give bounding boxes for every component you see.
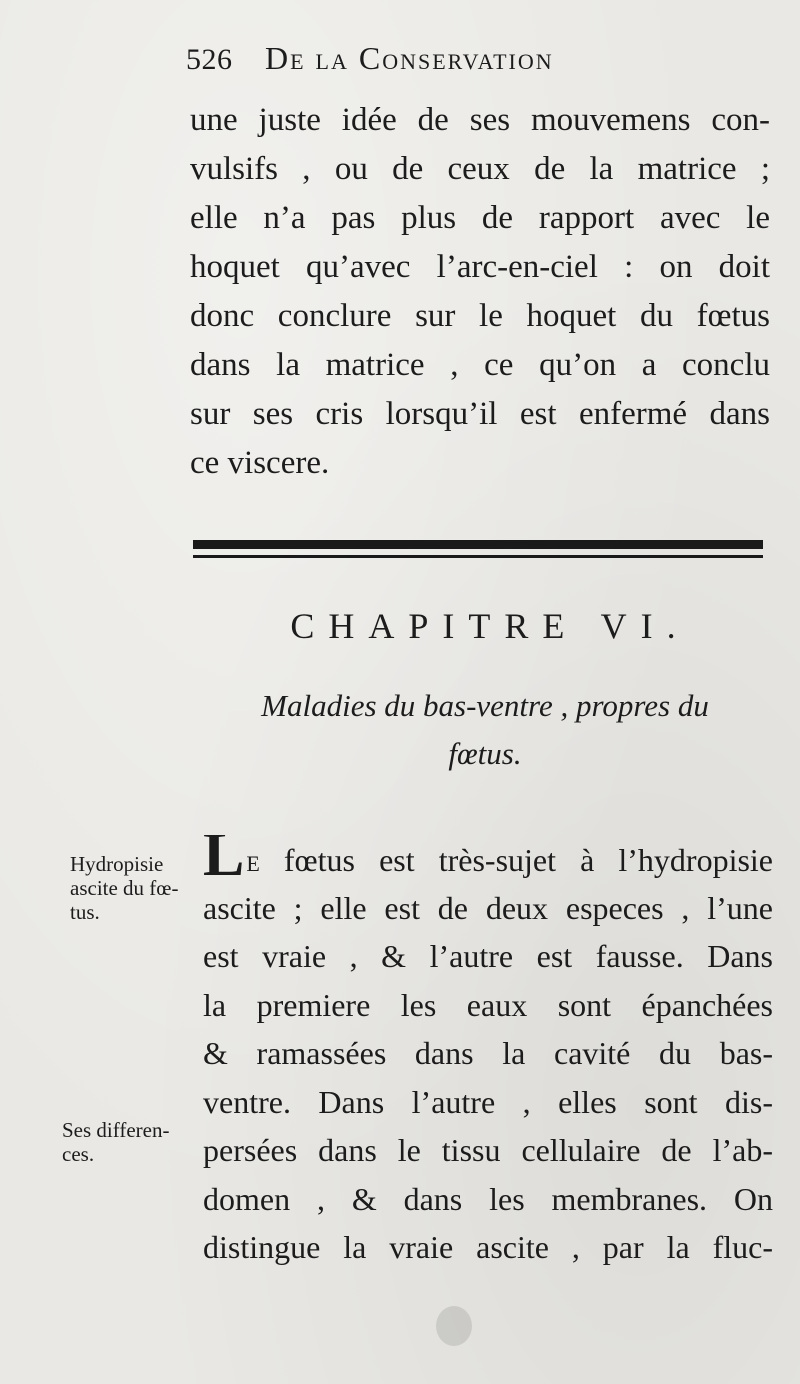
subtitle-line: fœtus. xyxy=(448,736,522,771)
first-line-text: fœtus est très-sujet à l’hydropisie xyxy=(283,842,773,878)
marginal-note-hydropisie xyxy=(70,852,178,924)
page-number: 526 xyxy=(186,43,233,76)
text-line: une juste idée de ses mouvemens con- xyxy=(190,102,770,138)
drop-cap-continuation: e xyxy=(246,842,260,878)
text-line: & ramassées dans la cavité du bas- xyxy=(203,1035,773,1071)
paper-stain xyxy=(436,1306,472,1346)
marginal-note-differences xyxy=(62,1118,170,1166)
running-title: De la Conservation xyxy=(265,40,554,76)
marginal-line: Ses differen- xyxy=(62,1118,170,1142)
subtitle-line: Maladies du bas-ventre , propres du xyxy=(261,688,709,723)
text-line: ventre. Dans l’autre , elles sont dis- xyxy=(203,1083,773,1120)
text-line: distingue la vraie ascite , par la fluc- xyxy=(203,1229,773,1265)
text-line: ascite ; elle est de deux especes , l’une xyxy=(203,889,773,926)
marginal-line: ascite du fœ- xyxy=(70,876,179,900)
drop-cap: L xyxy=(203,835,245,884)
text-line: donc conclure sur le hoquet du fœtus xyxy=(190,298,770,334)
chapter-title: CHAPITRE VI. xyxy=(290,606,690,646)
chapter-subtitle xyxy=(200,682,770,778)
text-line: dans la matrice , ce qu’on a conclu xyxy=(190,347,770,383)
chapter-divider-rule xyxy=(193,538,763,564)
text-line: hoquet qu’avec l’arc-en-ciel : on doit xyxy=(190,249,770,285)
marginal-line: tus. xyxy=(70,900,100,924)
text-line: domen , & dans les membranes. On xyxy=(203,1180,773,1217)
running-head xyxy=(186,40,776,92)
text-line: persées dans le tissu cellulaire de l’ab- xyxy=(203,1132,773,1168)
text-line: ce viscere. xyxy=(190,445,330,481)
text-line: elle n’a pas plus de rapport avec le xyxy=(190,200,770,236)
text-line: sur ses cris lorsqu’il est enfermé dans xyxy=(190,396,770,432)
marginal-line: ces. xyxy=(62,1142,95,1166)
text-line: vulsifs , ou de ceux de la matrice ; xyxy=(190,151,770,187)
text-line-first xyxy=(203,835,773,884)
text-line: est vraie , & l’autre est fausse. Dans xyxy=(203,938,773,974)
text-line: la premiere les eaux sont épanchées xyxy=(203,986,773,1023)
chapter-body xyxy=(203,835,773,1272)
top-paragraph xyxy=(190,96,770,488)
divider-thin-line xyxy=(193,555,763,558)
marginal-line: Hydropisie xyxy=(70,852,164,876)
divider-thick-line xyxy=(193,540,763,549)
